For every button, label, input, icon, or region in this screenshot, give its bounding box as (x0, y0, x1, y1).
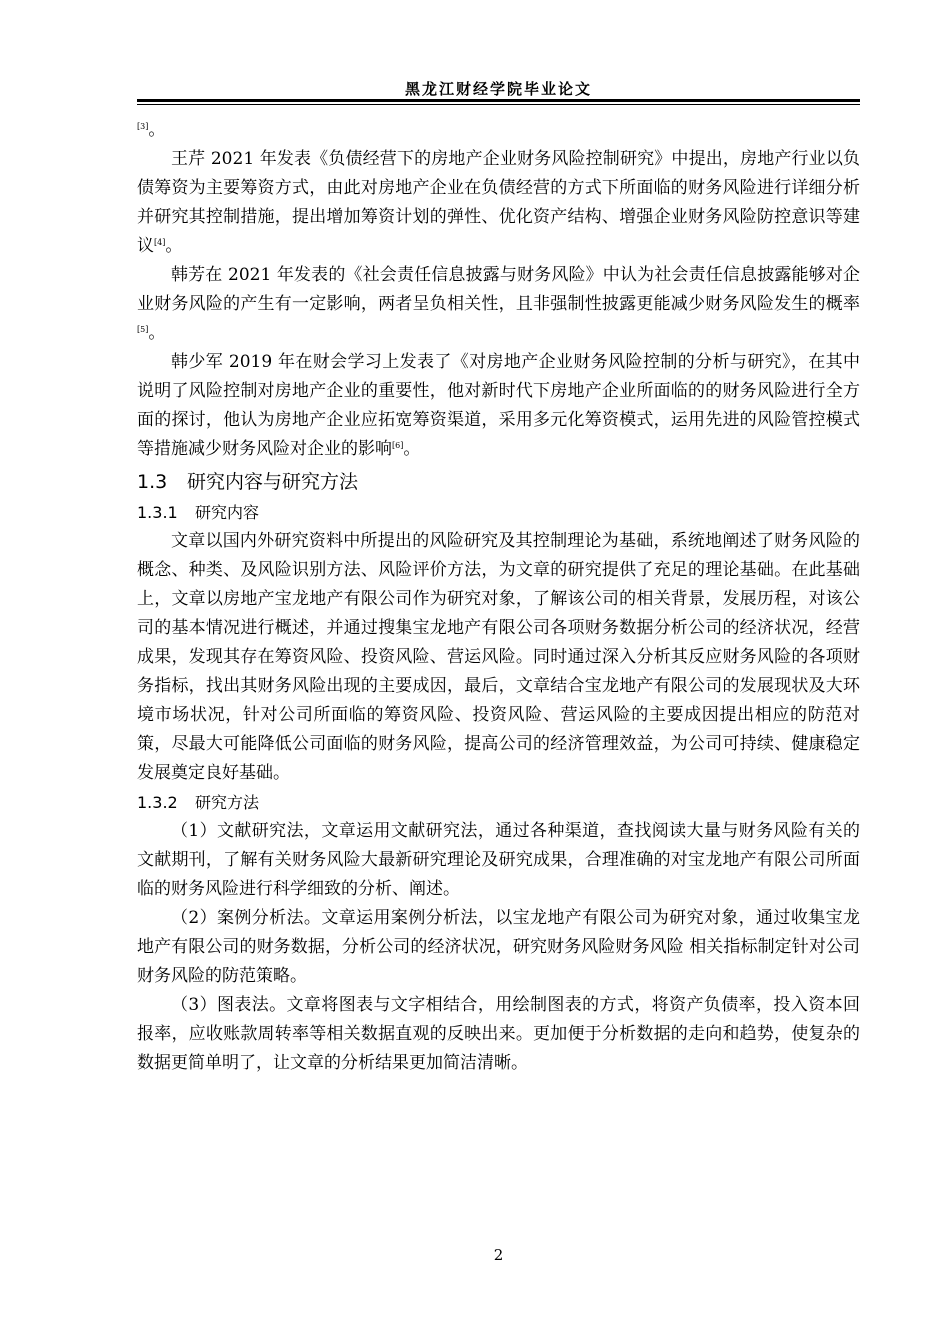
header-rule-thin (137, 104, 860, 105)
paragraph-wangqin: 王芹 2021 年发表《负债经营下的房地产企业财务风险控制研究》中提出，房地产行业以负债筹资为主要筹资方式，由此对房地产企业在负债经营的方式下所面临的财务风险进行详细分析并研究其控制措施，提出增加筹资计划的弹性、优化资产结构、增强企业财务风险防控意识等建议[4]。 (137, 149, 860, 256)
citation-ref: [6] (392, 441, 404, 450)
running-header: 黑龙江财经学院毕业论文 (404, 80, 592, 98)
page-number: 2 (493, 1246, 504, 1264)
paragraph-hanfang: 韩芳在 2021 年发表的《社会责任信息披露与财务风险》中认为社会责任信息披露能够对企业财务风险的产生有一定影响，两者呈负相关性，且非强制性披露更能减少财务风险发生的概率[5]。 (137, 265, 860, 343)
continuation-line: [3]。 (137, 120, 166, 140)
method-case-analysis: （2）案例分析法。文章运用案例分析法，以宝龙地产有限公司为研究对象，通过收集宝龙地产有限公司的财务数据，分析公司的经济状况，研究财务风险财务风险 相关指标制定针对公司财务风险的防范策略。 (137, 908, 860, 986)
citation-ref: [3] (137, 122, 149, 131)
method-literature: （1）文献研究法，文章运用文献研究法，通过各种渠道，查找阅读大量与财务风险有关的文献期刊，了解有关财务风险大最新研究理论及研究成果，合理准确的对宝龙地产有限公司所面临的财务风险进行科学细致的分析、阐述。 (137, 821, 860, 899)
page-body (137, 116, 860, 1078)
section-heading-1-3: 1.3 研究内容与研究方法 (137, 471, 359, 493)
citation-ref: [4] (154, 238, 166, 247)
paragraph-hanshaojun: 韩少军 2019 年在财会学习上发表了《对房地产企业财务风险控制的分析与研究》，在其中说明了风险控制对房地产企业的重要性，他对新时代下房地产企业所面临的的财务风险进行全方面的探讨，他认为房地产企业应拓宽筹资渠道，采用多元化筹资模式，运用先进的风险管控模式等措施减少财务风险对企业的影响[6]。 (137, 352, 860, 459)
paragraph-research-content: 文章以国内外研究资料中所提出的风险研究及其控制理论为基础，系统地阐述了财务风险的概念、种类、及风险识别方法、风险评价方法，为文章的研究提供了充足的理论基础。在此基础上，文章以房地产宝龙地产有限公司作为研究对象，了解该公司的相关背景，发展历程，对该公司的基本情况进行概述，并通过搜集宝龙地产有限公司各项财务数据分析公司的经济状况，经营成果，发现其存在筹资风险、投资风险、营运风险。同时通过深入分析其反应财务风险的各项财务指标，找出其财务风险出现的主要成因，最后，文章结合宝龙地产有限公司的发展现状及大环境市场状况，针对公司所面临的筹资风险、投资风险、营运风险的主要成因提出相应的防范对策，尽最大可能降低公司面临的财务风险，提高公司的经济管理效益，为公司可持续、健康稳定发展奠定良好基础。 (137, 531, 860, 783)
subsection-heading-1-3-1: 1.3.1 研究内容 (137, 503, 260, 522)
subsection-heading-1-3-2: 1.3.2 研究方法 (137, 793, 260, 812)
header-rule-thick (137, 99, 860, 102)
citation-ref: [5] (137, 325, 149, 334)
method-chart: （3）图表法。文章将图表与文字相结合，用绘制图表的方式，将资产负债率，投入资本回报率，应收账款周转率等相关数据直观的反映出来。更加便于分析数据的走向和趋势，使复杂的数据更简单明了，让文章的分析结果更加简洁清晰。 (137, 995, 860, 1073)
